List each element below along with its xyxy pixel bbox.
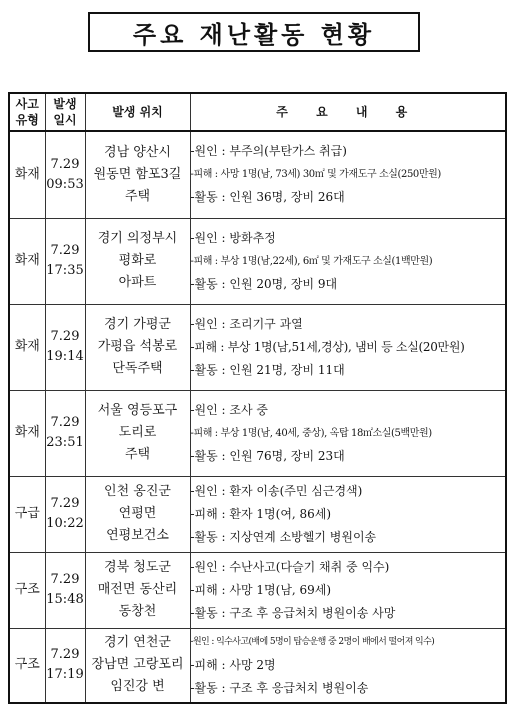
activity-line: -활동 : 인원 76명, 장비 23대	[190, 448, 345, 463]
occurrence-time-cell	[45, 390, 85, 476]
location-cell	[85, 552, 190, 628]
location-line: 연평면	[118, 506, 157, 521]
location-line: 경기 가평군	[104, 317, 171, 332]
location-line: 가평읍 석봉로	[97, 339, 178, 354]
location-line: 평화로	[118, 253, 157, 268]
cause-line: -원인 : 익수사고(배에 5명이 탑승운행 중 2명이 배에서 떨어져 익수)	[190, 636, 435, 647]
table-row	[9, 552, 506, 628]
header-type-line2: 유형	[15, 113, 39, 127]
location-line: 서울 영등포구	[97, 403, 178, 418]
location-line: 주택	[124, 447, 151, 462]
content-cell	[190, 390, 506, 476]
activity-line: -활동 : 인원 36명, 장비 26대	[190, 190, 345, 205]
header-type	[9, 93, 45, 131]
location-line: 임진강 변	[110, 679, 165, 695]
content-cell	[190, 476, 506, 552]
location-line: 장남면 고랑포리	[91, 657, 184, 673]
occurrence-time-cell	[45, 628, 85, 703]
location-line: 아파트	[118, 275, 157, 290]
location-line: 연평보건소	[106, 528, 169, 543]
occurrence-time: 15:48	[46, 592, 84, 607]
cause-line: -원인 : 환자 이송(주민 심근경색)	[190, 483, 363, 498]
incident-type-cell: 화재	[9, 390, 45, 476]
occurrence-time: 19:14	[46, 349, 84, 364]
occurrence-date: 7.29	[50, 647, 80, 663]
activity-line: -활동 : 구조 후 응급처치 병원이송	[190, 680, 369, 695]
table-row	[9, 628, 506, 703]
location-line: 경남 양산시	[104, 144, 171, 160]
location-line: 매전면 동산리	[97, 582, 178, 597]
damage-line: -피해 : 부상 1명(남,51세,경상), 냄비 등 소실(20만원)	[190, 339, 465, 354]
location-cell	[85, 304, 190, 390]
damage-line: -피해 : 사망 2명	[190, 657, 276, 672]
incident-type-cell: 구조	[9, 552, 45, 628]
content-cell	[190, 552, 506, 628]
header-time-line1: 발생	[53, 97, 77, 111]
title-box	[88, 12, 420, 52]
header-content: 주 요 내 용	[190, 93, 506, 131]
header-time	[45, 93, 85, 131]
activity-line: -활동 : 구조 후 응급처치 병원이송 사망	[190, 605, 396, 620]
table-row	[9, 304, 506, 390]
occurrence-time: 23:51	[46, 435, 84, 450]
incident-type-cell: 화재	[9, 218, 45, 304]
location-line: 동창천	[118, 604, 157, 619]
location-cell	[85, 218, 190, 304]
location-line: 단독주택	[112, 361, 163, 376]
location-cell	[85, 390, 190, 476]
location-line: 경기 의정부시	[97, 231, 178, 246]
incident-type-cell: 구조	[9, 628, 45, 703]
occurrence-time: 17:35	[46, 263, 84, 278]
occurrence-time-cell	[45, 476, 85, 552]
occurrence-time-cell	[45, 131, 85, 218]
occurrence-time-cell	[45, 552, 85, 628]
occurrence-date: 7.29	[50, 329, 80, 344]
occurrence-time: 17:19	[46, 667, 84, 683]
table-header-row	[9, 93, 506, 131]
content-cell	[190, 628, 506, 703]
location-line: 경기 연천군	[104, 635, 171, 651]
header-type-line1: 사고	[15, 97, 39, 111]
occurrence-date: 7.29	[50, 572, 80, 587]
header-location: 발생 위치	[85, 93, 190, 131]
table-row	[9, 218, 506, 304]
page-title: 주요 재난활동 현황	[132, 20, 376, 49]
table-row	[9, 131, 506, 218]
occurrence-time: 09:53	[46, 176, 84, 192]
location-line: 원동면 함포3길	[93, 166, 182, 182]
content-cell	[190, 304, 506, 390]
table-row	[9, 476, 506, 552]
location-cell	[85, 476, 190, 552]
occurrence-time: 10:22	[46, 516, 84, 531]
location-line: 주택	[124, 188, 151, 204]
damage-line: -피해 : 사망 1명(남, 69세)	[190, 582, 332, 597]
activity-line: -활동 : 지상연계 소방헬기 병원이송	[190, 529, 377, 544]
cause-line: -원인 : 부주의(부탄가스 취급)	[190, 144, 347, 159]
table-row	[9, 390, 506, 476]
header-time-line2: 일시	[53, 113, 77, 127]
occurrence-date: 7.29	[50, 156, 80, 172]
cause-line: -원인 : 방화추정	[190, 230, 276, 245]
damage-line: -피해 : 부상 1명(남,22세), 6㎡ 및 가재도구 소실(1백만원)	[190, 255, 433, 267]
occurrence-time-cell	[45, 218, 85, 304]
activity-line: -활동 : 인원 20명, 장비 9대	[190, 276, 338, 291]
cause-line: -원인 : 수난사고(다슬기 채취 중 익수)	[190, 559, 390, 574]
location-cell	[85, 628, 190, 703]
occurrence-date: 7.29	[50, 243, 80, 258]
incident-type-cell: 화재	[9, 131, 45, 218]
location-line: 경북 청도군	[104, 560, 171, 575]
damage-line: -피해 : 사망 1명(남, 73세) 30㎡ 및 가재도구 소실(250만원)	[190, 169, 441, 181]
location-cell	[85, 131, 190, 218]
incident-type-cell: 구급	[9, 476, 45, 552]
content-cell	[190, 131, 506, 218]
damage-line: -피해 : 환자 1명(여, 86세)	[190, 506, 332, 521]
activity-line: -활동 : 인원 21명, 장비 11대	[190, 362, 345, 377]
occurrence-time-cell	[45, 304, 85, 390]
location-line: 도리로	[118, 425, 157, 440]
content-cell	[190, 218, 506, 304]
disaster-activity-table	[8, 92, 507, 704]
damage-line: -피해 : 부상 1명(남, 40세, 중상), 옥탑 18㎡소실(5백만원)	[190, 427, 432, 439]
location-line: 인천 옹진군	[104, 484, 171, 499]
cause-line: -원인 : 조사 중	[190, 402, 269, 417]
occurrence-date: 7.29	[50, 496, 80, 511]
cause-line: -원인 : 조리기구 과열	[190, 316, 303, 331]
incident-type-cell: 화재	[9, 304, 45, 390]
occurrence-date: 7.29	[50, 415, 80, 430]
